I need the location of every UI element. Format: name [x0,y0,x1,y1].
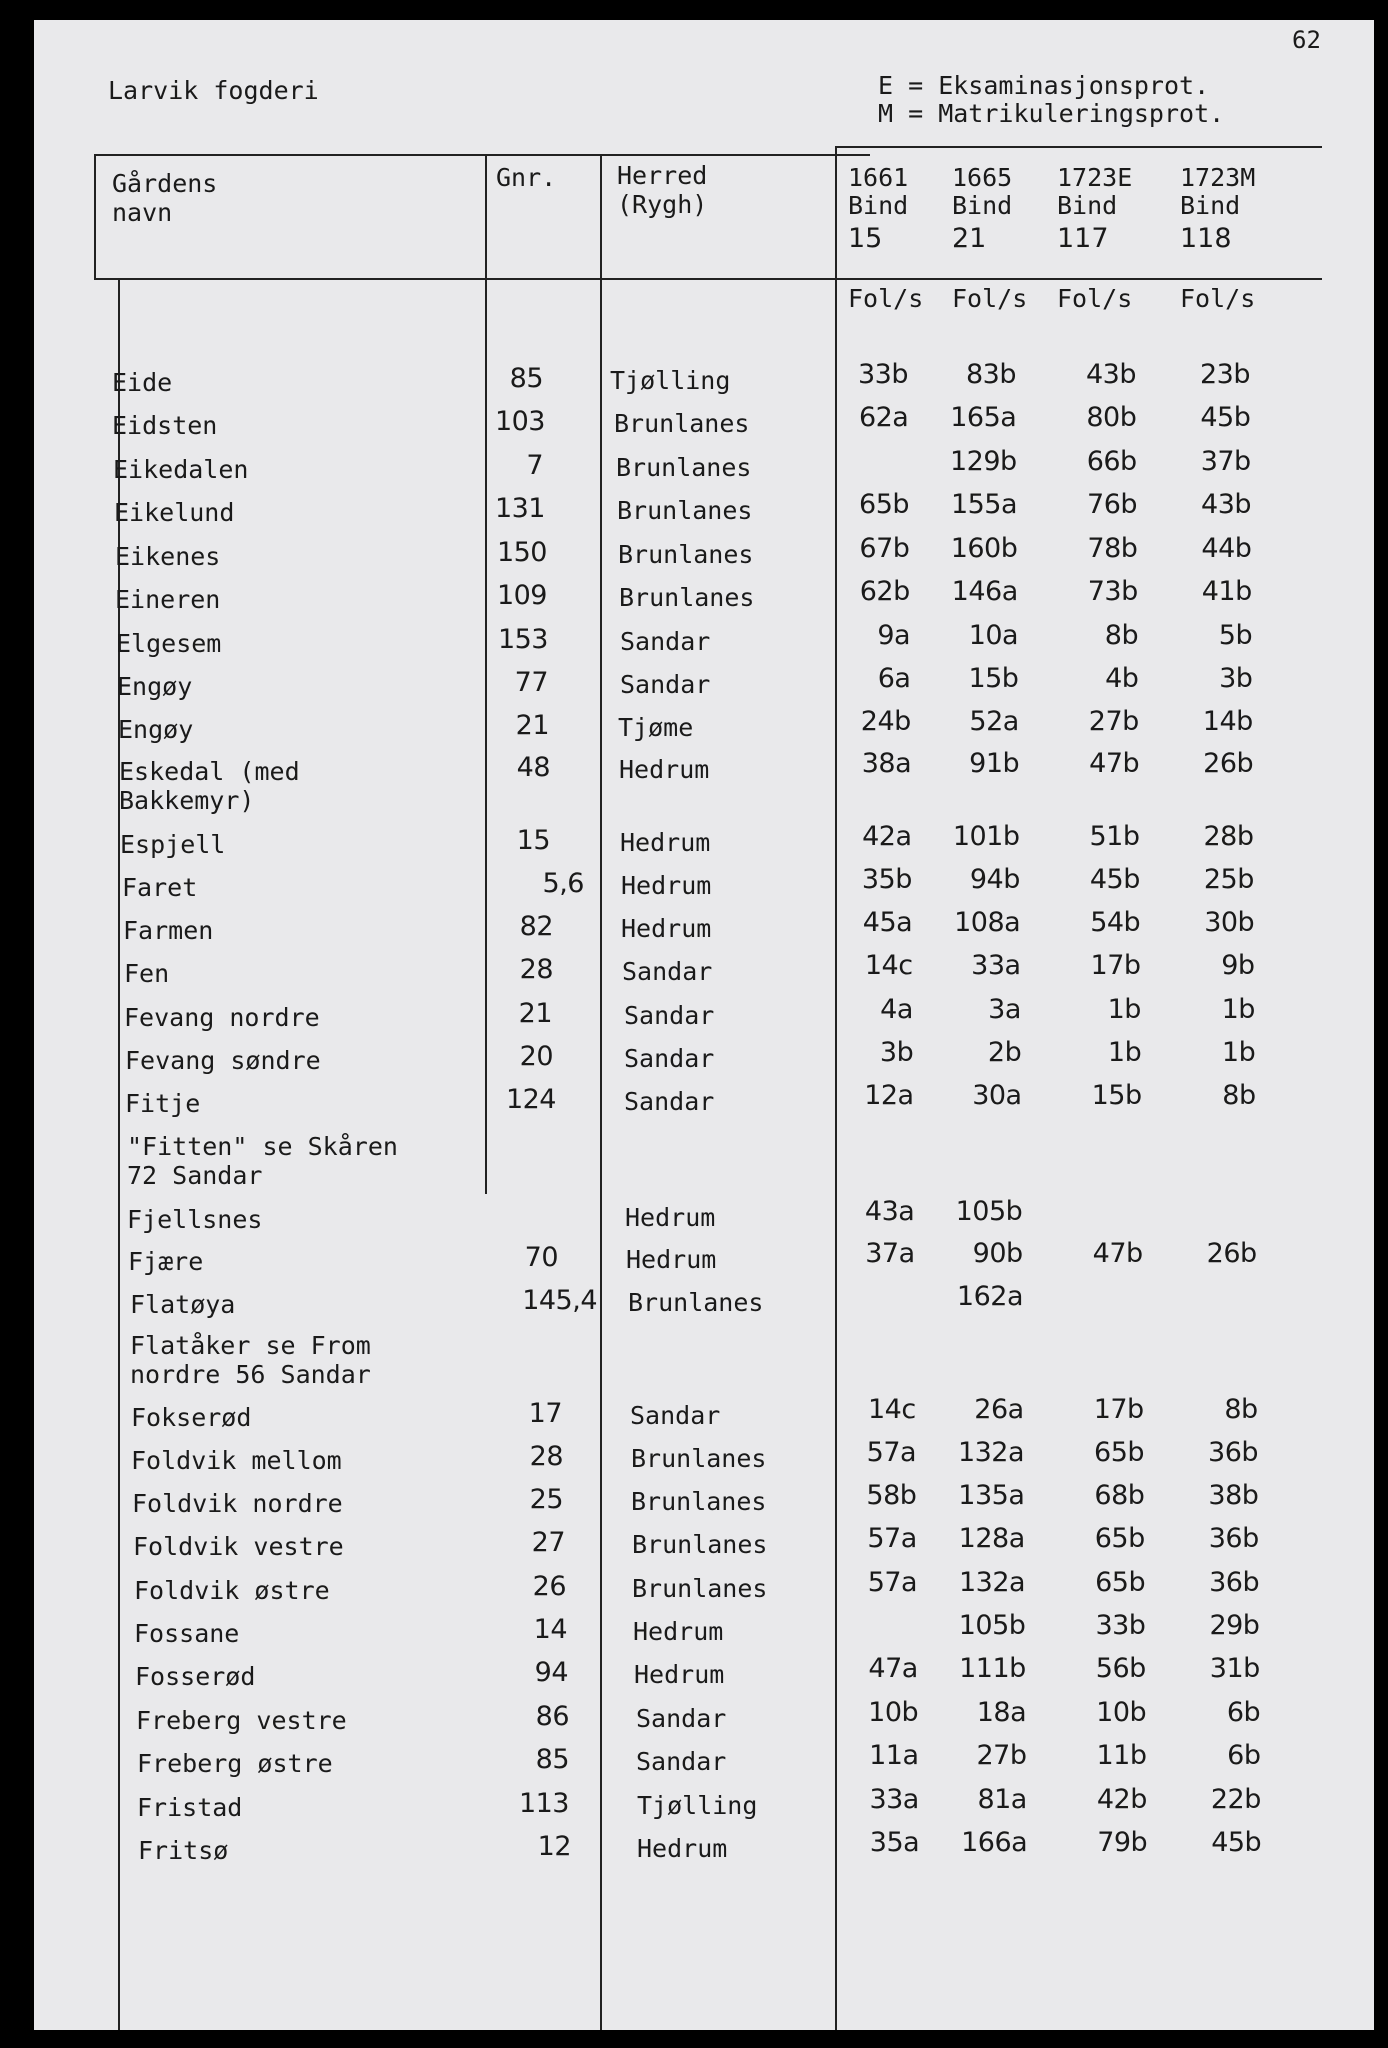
folio-1723e: 45b [1089,864,1140,895]
folio-1661: 43a [864,1196,915,1227]
herred-value: Sandar [622,957,713,986]
folio-1661: 11a [869,1740,919,1771]
folio-1723e: 42b [1096,1784,1147,1815]
folio-1723m: 45b [1200,402,1251,433]
herred-value: Hedrum [634,1660,725,1689]
farm-name: Fokserød [131,1403,252,1432]
herred-value: Brunlanes [632,1574,768,1603]
header-source-number: 21 [952,223,987,254]
header-fol: Fol/s [1057,284,1133,313]
gnr-value: 103 [494,406,545,437]
header-gardens-navn: Gårdens navn [112,169,218,227]
folio-1665: 132a [959,1567,1026,1598]
folio-1723m: 6b [1227,1740,1261,1771]
herred-value: Brunlanes [616,453,752,482]
herred-value: Hedrum [621,914,712,943]
gnr-value: 85 [535,1744,569,1775]
gnr-value: 20 [519,1041,553,1072]
folio-1665: 3a [988,994,1021,1025]
farm-name: Fitje [125,1089,201,1118]
farm-name: Fritsø [138,1836,229,1865]
herred-value: Hedrum [620,828,711,857]
farm-name: Eidsten [112,411,218,440]
folio-1661: 38a [861,748,912,779]
header-source-bind: Bind [1180,191,1241,220]
farm-name: Elgesem [116,629,222,658]
folio-1665: 146a [951,576,1018,607]
gnr-value: 109 [496,580,547,611]
header-fol: Fol/s [1180,284,1256,313]
folio-1661: 33a [869,1784,919,1815]
gnr-value: 26 [532,1571,566,1602]
header-source-bind: Bind [1057,191,1118,220]
gnr-value: 153 [497,624,548,655]
gnr-value: 150 [496,537,547,568]
folio-1665: 155a [950,489,1018,520]
gnr-value: 70 [524,1242,558,1273]
folio-1723m: 1b [1221,994,1255,1025]
gnr-value: 28 [529,1441,563,1472]
folio-1665: 83b [966,359,1016,390]
folio-1661: 47a [868,1653,918,1684]
farm-name: Fevang nordre [124,1003,320,1032]
herred-value: Tjølling [637,1791,758,1820]
folio-1723m: 36b [1208,1437,1259,1468]
herred-value: Hedrum [633,1617,724,1646]
folio-1723e: 47b [1092,1238,1143,1269]
folio-1661: 3b [879,1037,914,1068]
folio-1723e: 27b [1088,706,1139,737]
farm-name: Engøy [118,715,194,744]
folio-1665: 162a [956,1281,1023,1312]
folio-1723e: 1b [1107,1037,1142,1068]
herred-value: Brunlanes [619,583,755,612]
herred-value: Hedrum [621,871,712,900]
gnr-value: 113 [518,1788,569,1819]
farm-name: Eide [112,368,173,397]
folio-1661: 35b [861,864,912,895]
region-title: Larvik fogderi [108,76,319,105]
folio-1723e: 43b [1086,359,1136,390]
folio-1723m: 1b [1221,1037,1256,1068]
page-number: 62 [1292,26,1321,54]
legend-line-m: M = Matrikuleringsprot. [878,99,1225,128]
folio-1665: 105b [955,1196,1023,1227]
folio-1723m: 31b [1209,1653,1260,1684]
farm-name: Foldvik nordre [132,1489,343,1518]
folio-1665: 160b [950,533,1018,564]
farm-name: Fosserød [135,1662,256,1691]
folio-1723e: 8b [1104,620,1139,651]
farm-name: Faret [122,873,198,902]
folio-1723m: 36b [1208,1523,1259,1554]
herred-value: Tjølling [610,366,731,395]
farm-name: Flatåker se From nordre 56 Sandar [130,1331,371,1389]
header-source-number: 117 [1057,223,1109,254]
folio-1665: 27b [976,1740,1027,1771]
herred-value: Brunlanes [614,409,750,438]
header-bottom-rule [94,278,1322,280]
folio-1723e: 80b [1086,402,1137,433]
herred-value: Brunlanes [631,1487,767,1516]
folio-1723m: 23b [1200,359,1250,390]
folio-1661: 12a [864,1080,914,1111]
gnr-value: 12 [537,1831,571,1862]
folio-1665: 128a [958,1523,1025,1554]
column-divider-left [94,154,96,280]
gnr-value: 25 [529,1484,563,1515]
folio-1665: 105b [958,1610,1026,1641]
herred-value: Brunlanes [617,496,753,525]
folio-1661: 6a [877,663,911,694]
folio-1661: 67b [859,533,910,564]
header-source-year: 1661 [848,163,909,192]
herred-value: Tjøme [618,713,694,742]
folio-1723m: 44b [1201,533,1252,564]
folio-1723m: 6b [1226,1697,1261,1728]
gnr-value: 124 [505,1084,556,1115]
folio-1665: 91b [969,748,1020,779]
folio-1723e: 4b [1105,663,1139,694]
folio-1661: 24b [860,706,911,737]
gnr-value: 86 [535,1701,569,1732]
farm-name: Fjære [128,1247,204,1276]
folio-1665: 90b [972,1238,1023,1269]
header-source-number: 118 [1180,223,1232,254]
folio-1723e: 78b [1087,533,1138,564]
folio-1661: 9a [877,620,911,651]
folio-1661: 33b [858,359,908,390]
folio-1665: 2b [987,1037,1022,1068]
gnr-value: 131 [494,493,545,524]
header-source-number: 15 [848,223,883,254]
folio-1723m: 3b [1219,663,1253,694]
farm-name: Farmen [123,916,214,945]
folio-1723e: 73b [1087,576,1138,607]
folio-1661: 14c [864,950,913,981]
farm-name: Foldvik østre [134,1576,330,1605]
folio-1723m: 22b [1210,1784,1261,1815]
folio-1723m: 26b [1206,1238,1257,1269]
farm-name: Fristad [137,1793,243,1822]
gnr-value: 14 [533,1614,567,1645]
header-source-year: 1723M [1180,163,1256,192]
herred-value: Hedrum [625,1203,716,1232]
folio-1661: 62a [858,402,909,433]
herred-value: Sandar [620,627,711,656]
farm-name: Flatøya [130,1290,236,1319]
folio-1661: 45a [862,907,913,938]
farm-name: Freberg vestre [136,1706,347,1735]
folio-1665: 30a [972,1080,1022,1111]
folio-1723m: 38b [1208,1480,1259,1511]
folio-1661: 35a [869,1827,920,1858]
folio-1723m: 30b [1204,907,1255,938]
folio-1723e: 17b [1093,1394,1144,1425]
gnr-value: 85 [509,363,543,394]
farm-name: Engøy [117,672,193,701]
folio-1723m: 14b [1202,706,1253,737]
gnr-value: 27 [531,1527,565,1558]
header-gnr: Gnr. [496,163,557,192]
herred-value: Hedrum [619,755,710,784]
folio-1665: 94b [969,864,1020,895]
folio-1661: 58b [866,1480,917,1511]
farm-name: Foldvik mellom [131,1446,342,1475]
herred-value: Brunlanes [618,540,754,569]
folio-1723e: 79b [1097,1827,1148,1858]
header-source-year: 1723E [1057,163,1133,192]
folio-1723e: 54b [1090,907,1141,938]
folio-1665: 52a [969,706,1019,737]
herred-value: Sandar [636,1704,727,1733]
gnr-value: 145,4 [522,1285,597,1316]
folio-1665: 18a [976,1697,1027,1728]
farm-name: Freberg østre [137,1749,333,1778]
column-divider-name [118,278,120,2030]
gnr-value: 94 [534,1657,568,1688]
folio-1661: 10b [868,1697,919,1728]
folio-1723m: 26b [1203,748,1254,779]
folio-1723e: 76b [1087,489,1138,520]
folio-1723m: 28b [1203,821,1254,852]
folio-1723m: 37b [1200,446,1251,477]
folio-1665: 129b [950,446,1017,477]
folio-1723e: 68b [1094,1480,1145,1511]
folio-1665: 111b [959,1653,1026,1684]
herred-value: Brunlanes [632,1530,768,1559]
folio-1723e: 47b [1089,748,1140,779]
header-source-year: 1665 [952,163,1013,192]
gnr-value: 7 [526,450,543,481]
gnr-value: 15 [516,825,550,856]
folio-1723e: 10b [1096,1697,1147,1728]
folio-1661: 37a [865,1238,915,1269]
farm-name: Eikelund [114,498,235,527]
folio-1723e: 15b [1091,1080,1142,1111]
herred-value: Sandar [624,1087,715,1116]
legend [878,72,1224,128]
folio-1723m: 8b [1222,1080,1256,1111]
folio-1723e: 51b [1089,821,1140,852]
gnr-value: 82 [519,911,553,942]
folio-1665: 166a [961,1827,1028,1858]
gnr-value: 17 [528,1398,562,1429]
herred-value: Brunlanes [628,1288,764,1317]
folio-1665: 15b [968,663,1019,694]
folio-1723e: 17b [1090,950,1141,981]
folio-1723e: 11b [1096,1740,1147,1771]
folio-1665: 101b [952,821,1020,852]
gnr-value: 21 [518,998,552,1029]
folio-1723e: 33b [1095,1610,1146,1641]
herred-value: Sandar [620,670,711,699]
folio-1723e: 65b [1094,1523,1145,1554]
folio-1723m: 43b [1201,489,1252,520]
header-herred: Herred (Rygh) [617,161,708,219]
folio-1665: 132a [957,1437,1025,1468]
folio-1723e: 1b [1107,994,1141,1025]
folio-1661: 57a [866,1437,917,1468]
gnr-value: 28 [519,954,553,985]
herred-value: Sandar [624,1001,715,1030]
farm-name: Foldvik vestre [133,1532,344,1561]
legend-line-e: E = Eksaminasjonsprot. [878,71,1210,100]
folio-1665: 165a [950,402,1017,433]
farm-name: Eskedal (med Bakkemyr) [119,757,300,815]
herred-value: Sandar [636,1747,727,1776]
header-fol: Fol/s [952,284,1028,313]
header-source-bind: Bind [848,191,909,220]
table-top-rule [94,154,870,156]
folio-1661: 4a [880,994,913,1025]
herred-value: Hedrum [637,1834,728,1863]
farm-name: Eikenes [115,542,221,571]
folio-1665: 33a [971,950,1021,981]
folio-1665: 26a [974,1394,1024,1425]
table-top-rule-right [836,146,1322,148]
farm-name: Espjell [120,830,226,859]
herred-value: Hedrum [626,1245,717,1274]
header-source-bind: Bind [952,191,1013,220]
folio-1661: 57a [867,1523,917,1554]
farm-name: Eikedalen [113,455,249,484]
farm-name: "Fitten" se Skåren 72 Sandar [127,1132,398,1190]
farm-name: Fossane [134,1619,240,1648]
folio-1723m: 45b [1211,1827,1262,1858]
farm-name: Fen [124,959,170,988]
folio-1723m: 41b [1201,576,1252,607]
herred-value: Brunlanes [631,1444,767,1473]
folio-1723m: 25b [1203,864,1254,895]
farm-name: Eineren [115,585,221,614]
gnr-value: 21 [515,710,549,741]
folio-1661: 65b [859,489,910,520]
folio-1723e: 66b [1086,446,1137,477]
folio-1723e: 56b [1095,1653,1146,1684]
folio-1661: 57a [867,1567,918,1598]
folio-1661: 42a [862,821,912,852]
folio-1661: 62b [859,576,910,607]
folio-1723m: 29b [1209,1610,1260,1641]
gnr-value: 77 [514,667,548,698]
folio-1661: 14c [867,1394,916,1425]
folio-1723e: 65b [1094,1437,1145,1468]
folio-1665: 81a [977,1784,1027,1815]
herred-value: Sandar [624,1044,715,1073]
farm-name: Fjellsnes [127,1205,263,1234]
column-divider-herred [600,154,602,2030]
gnr-value: 48 [516,752,550,783]
folio-1723m: 5b [1218,620,1253,651]
folio-1665: 135a [958,1480,1025,1511]
folio-1723m: 36b [1209,1567,1260,1598]
folio-1665: 108a [954,907,1021,938]
herred-value: Sandar [630,1401,721,1430]
folio-1723m: 9b [1221,950,1255,981]
folio-1723e: 65b [1095,1567,1146,1598]
farm-name: Fevang søndre [125,1046,321,1075]
folio-1723m: 8b [1224,1394,1258,1425]
folio-1665: 10a [968,620,1019,651]
header-fol: Fol/s [848,284,924,313]
gnr-value: 5,6 [542,868,584,899]
